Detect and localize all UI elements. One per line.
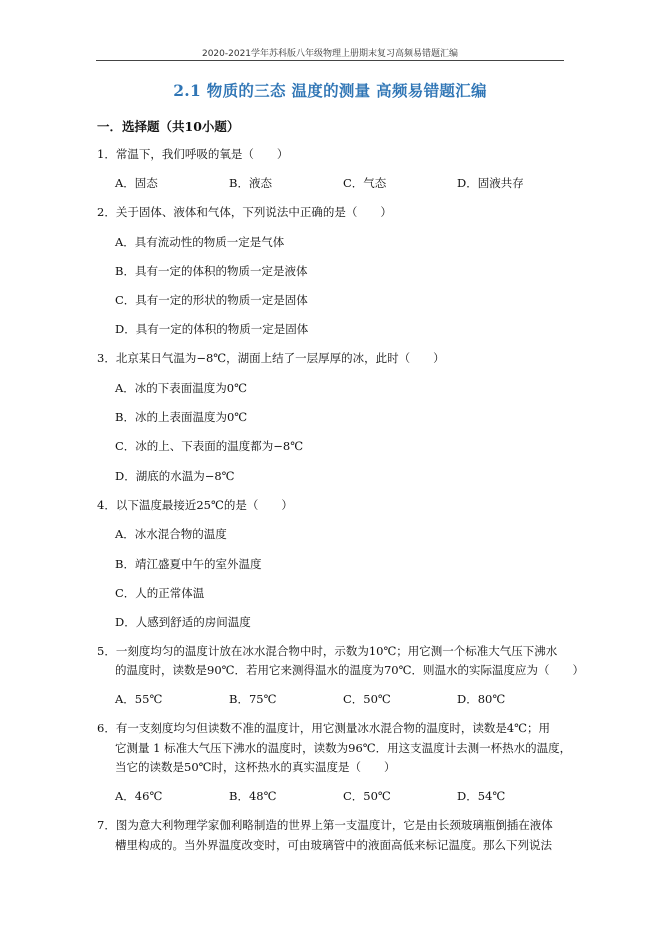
option: C．50℃ [343,692,391,706]
document-title: 2.1 物质的三态 温度的测量 高频易错题汇编 [173,81,487,100]
question-1-stem: 1．常温下，我们呼吸的氧是（ ） [97,147,289,161]
option: A．冰的下表面温度为0℃ [115,381,247,395]
option: B．具有一定的体积的物质一定是液体 [115,264,308,278]
option: D．固液共存 [457,176,524,190]
option: D．湖底的水温为−8℃ [115,469,235,483]
option: C．50℃ [343,789,391,803]
question-6-stem: 6．有一支刻度均匀但读数不准的温度计，用它测量冰水混合物的温度时，读数是4℃；用 [97,721,550,735]
option: A．55℃ [115,692,163,706]
question-5-stem: 5．一刻度均匀的温度计放在冰水混合物中时，示数为10℃；用它测一个标准大气压下沸水 [97,644,558,658]
option: D．54℃ [457,789,506,803]
option: D．人感到舒适的房间温度 [115,615,251,629]
section-heading: 一．选择题（共10小题） [97,119,240,134]
running-header: 2020-2021学年苏科版八年级物理上册期末复习高频易错题汇编 [201,49,459,59]
option: B．靖江盛夏中午的室外温度 [115,557,262,571]
option: B．75℃ [229,692,277,706]
question-7-stem: 7．图为意大利物理学家伽利略制造的世界上第一支温度计，它是由长颈玻璃瓶倒插在液体 [97,818,553,832]
option: A．冰水混合物的温度 [115,527,227,541]
option: C．具有一定的形状的物质一定是固体 [115,293,308,307]
question-5-stem: 的温度时，读数是90℃．若用它来测得温水的温度为70℃．则温水的实际温度应为（ ） [115,663,584,677]
option: B．液态 [229,176,272,190]
option: C．冰的上、下表面的温度都为−8℃ [115,439,304,453]
question-6-stem: 它测量 1 标准大气压下沸水的温度时，读数为96℃．用这支温度计去测一杯热水的温度， [115,741,572,755]
option: D．80℃ [457,692,506,706]
header-divider [96,60,564,61]
question-2-stem: 2．关于固体、液体和气体，下列说法中正确的是（ ） [97,205,392,219]
question-4-stem: 4．以下温度最接近25℃的是（ ） [97,498,293,512]
question-3-stem: 3．北京某日气温为−8℃，湖面上结了一层厚厚的冰，此时（ ） [97,351,445,365]
option: B．冰的上表面温度为0℃ [115,410,248,424]
option: A．固态 [115,176,158,190]
option: A．具有流动性的物质一定是气体 [115,235,285,249]
option: B．48℃ [229,789,277,803]
option: C．气态 [343,176,387,190]
option: C．人的正常体温 [115,586,205,600]
question-7-stem: 槽里构成的。当外界温度改变时，可由玻璃管中的液面高低来标记温度。那么下列说法 [115,838,552,852]
question-6-stem: 当它的读数是50℃时，这杯热水的真实温度是（ ） [115,760,396,774]
option: A．46℃ [115,789,163,803]
option: D．具有一定的体积的物质一定是固体 [115,322,309,336]
